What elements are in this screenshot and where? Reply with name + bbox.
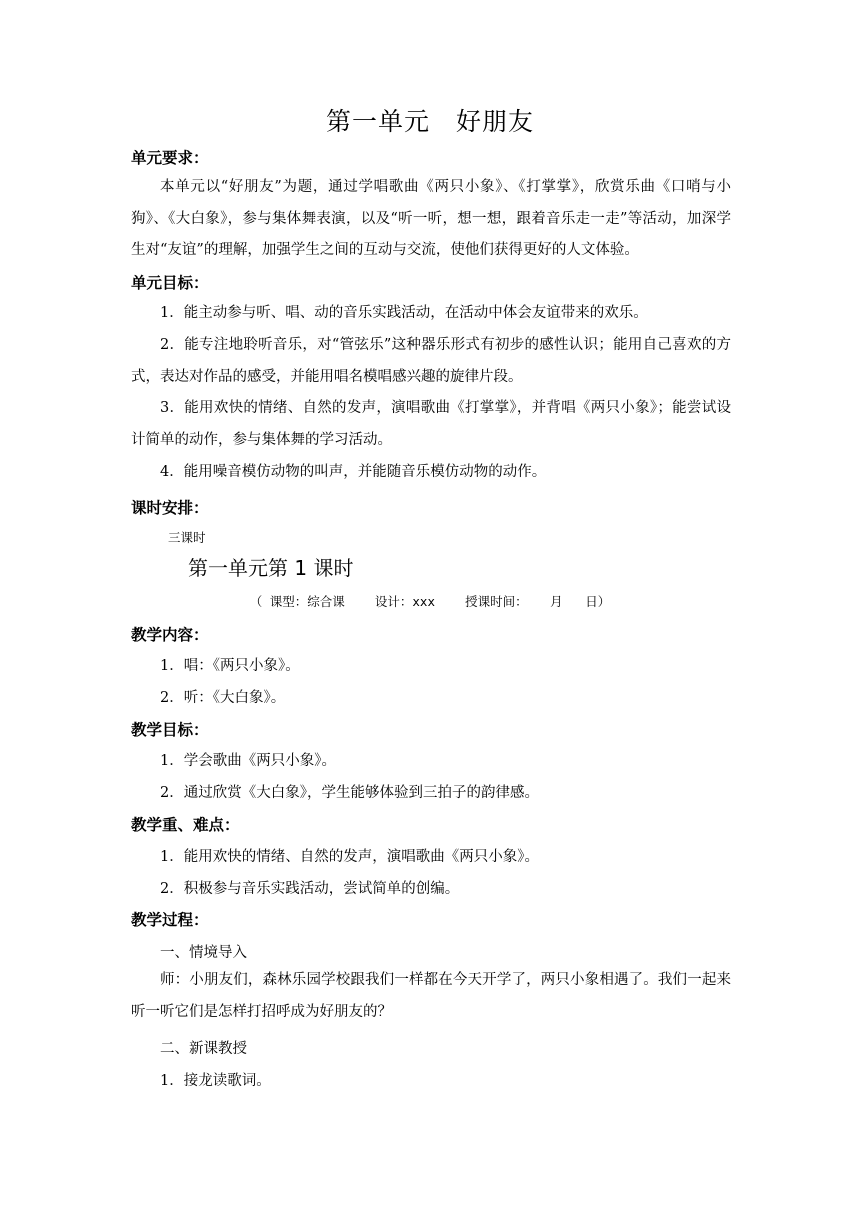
key-points-heading: 教学重、难点： [131, 816, 240, 834]
document-title: 第一单元 好朋友 [325, 107, 534, 136]
process-dialogue: 师：小朋友们，森林乐园学校跟我们一样都在今天开学了，两只小象相遇了。我们一起来听一听它们是怎样打招呼成为好朋友的？ [131, 972, 731, 1020]
unit-goal-item: 2．能专注地聆听音乐，对“管弦乐”这种器乐形式有初步的感性认识；能用自己喜欢的方式，表达对作品的感受，并能用唱名模唱感兴趣的旋律片段。 [131, 337, 731, 385]
key-point-item: 2．积极参与音乐实践活动，尝试简单的创编。 [160, 881, 460, 897]
unit-goal-item: 1．能主动参与听、唱、动的音乐实践活动，在活动中体会友谊带来的欢乐。 [160, 305, 648, 321]
unit-requirements-text: 本单元以“好朋友”为题，通过学唱歌曲《两只小象》、《打掌掌》，欣赏乐曲《口哨与小狗》、《大白象》，参与集体舞表演，以及“听一听，想一想，跟着音乐走一走”等活动，加深学生对“友谊”的理解，加强学生之间的互动与交流，使他们获得更好的人文体验。 [131, 179, 731, 258]
process-heading: 教学过程： [131, 911, 209, 929]
content-item: 1．唱：《两只小象》。 [160, 658, 300, 674]
lesson-title: 第一单元第 1 课时 [188, 556, 354, 580]
lesson-goal-item: 1．学会歌曲《两只小象》。 [160, 753, 336, 769]
content-heading: 教学内容： [131, 626, 209, 644]
process-substep: 1．接龙读歌词。 [160, 1073, 271, 1089]
content-item: 2．听：《大白象》。 [160, 690, 286, 706]
unit-goal-item: 3．能用欢快的情绪、自然的发声，演唱歌曲《打掌掌》，并背唱《两只小象》；能尝试设计简单的动作，参与集体舞的学习活动。 [131, 400, 731, 448]
lesson-goal-item: 2．通过欣赏《大白象》，学生能够体验到三拍子的韵律感。 [160, 785, 539, 801]
unit-goal-item: 4．能用噪音模仿动物的叫声，并能随音乐模仿动物的动作。 [160, 464, 547, 480]
schedule-note: 三课时 [168, 530, 206, 545]
unit-goals-heading: 单元目标： [131, 274, 209, 292]
lesson-goals-heading: 教学目标： [131, 721, 209, 739]
schedule-heading: 课时安排： [131, 499, 209, 517]
process-step: 二、新课教授 [160, 1041, 247, 1057]
lesson-meta: （ 课型：综合课 设计：xxx 授课时间： 月 日） [249, 594, 611, 609]
unit-requirements-heading: 单元要求： [131, 149, 209, 167]
process-step: 一、情境导入 [160, 945, 247, 961]
key-point-item: 1．能用欢快的情绪、自然的发声，演唱歌曲《两只小象》。 [160, 849, 539, 865]
